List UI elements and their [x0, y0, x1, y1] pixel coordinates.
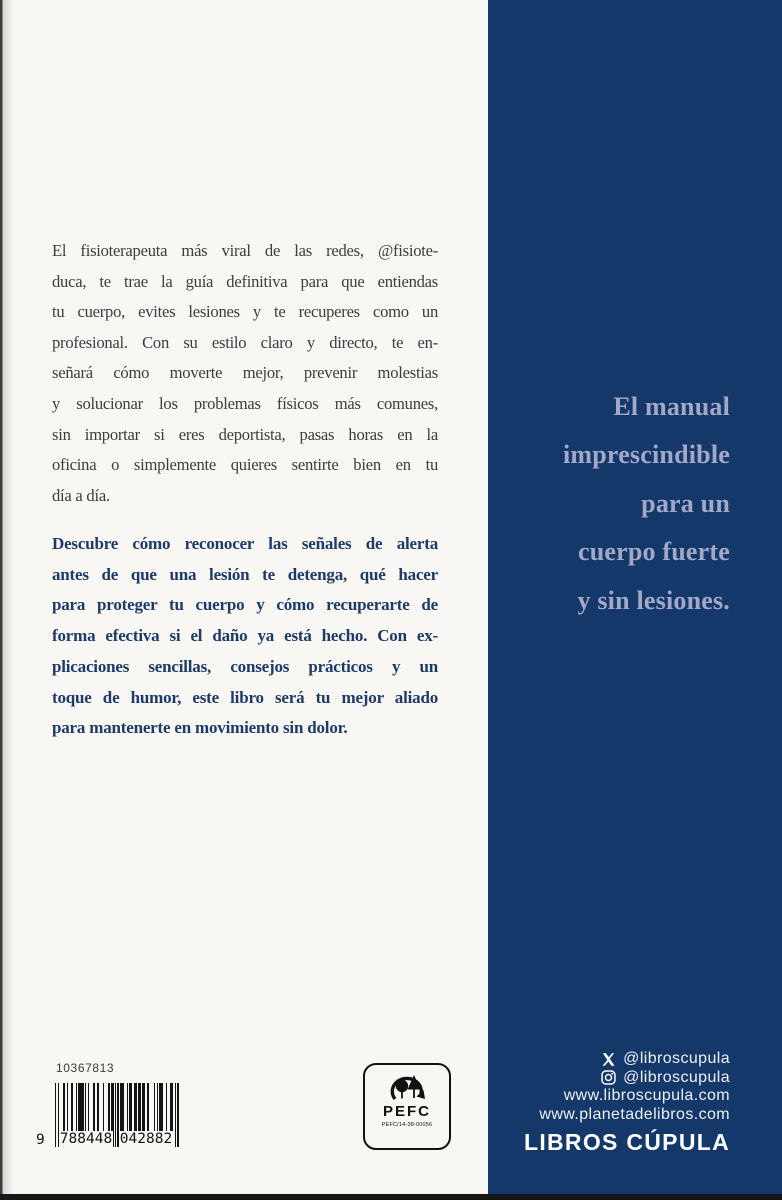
catalog-number: 10367813	[56, 1061, 115, 1075]
cover-tagline	[563, 383, 730, 625]
pefc-certification-logo	[363, 1063, 451, 1150]
instagram-icon	[600, 1070, 616, 1086]
intro-paragraph-line: profesional. Con su estilo claro y directo, te en-	[52, 332, 438, 352]
highlight-paragraph	[52, 529, 438, 744]
tagline-line: cuerpo fuerte	[577, 537, 730, 567]
instagram-handle: @libroscupula	[623, 1068, 730, 1086]
intro-paragraph-line: duca, te trae la guía definitiva para que entiendas	[52, 271, 438, 291]
highlight-paragraph-line: plicaciones sencillas, consejos prácticos y un	[52, 656, 438, 676]
intro-paragraph-line: sin importar si eres deportista, pasas horas en la	[52, 424, 438, 444]
highlight-paragraph-line: antes de que una lesión te detenga, qué hacer	[52, 564, 438, 584]
tagline-line: imprescindible	[562, 440, 730, 470]
tagline-line: y sin lesiones.	[577, 585, 730, 615]
tagline-line: para un	[641, 488, 730, 518]
x-twitter-icon	[600, 1051, 616, 1067]
highlight-paragraph-line: para proteger tu cuerpo y cómo recuperarte de	[52, 595, 438, 615]
planeta-url: www.planetadelibros.com	[539, 1105, 730, 1123]
highlight-paragraph-line: Descubre cómo reconocer las señales de alerta	[52, 534, 438, 553]
ean-lead-digit: 9	[36, 1132, 45, 1148]
publisher-social-block	[524, 1050, 730, 1155]
highlight-paragraph-line: toque de humor, este libro será tu mejor aliado	[52, 687, 438, 707]
publisher-logo: LIBROS CÚPULA	[523, 1129, 730, 1156]
pefc-code: PEFC/14-38-00056	[381, 1121, 433, 1128]
tagline-line: El manual	[613, 392, 730, 421]
pefc-title: PEFC	[382, 1103, 431, 1120]
intro-paragraph	[52, 236, 438, 511]
ean-digit-group-1: 788448	[59, 1131, 113, 1147]
intro-paragraph-line: El fisioterapeuta más viral de las redes, @fisiote-	[52, 241, 438, 260]
highlight-paragraph-line: para mantenerte en movimiento sin dolor.	[52, 718, 348, 738]
cupula-url: www.libroscupula.com	[563, 1087, 730, 1105]
scan-edge-bottom	[0, 1194, 782, 1200]
x-handle: @libroscupula	[623, 1050, 730, 1067]
pefc-emblem-icon	[385, 1072, 429, 1104]
intro-paragraph-line: oficina o simplemente quieres sentirte bien en tu	[52, 455, 438, 475]
intro-paragraph-line: tu cuerpo, evites lesiones y te recuperes como un	[52, 302, 438, 322]
scan-edge-left	[0, 0, 14, 1200]
x-social-row	[524, 1050, 730, 1069]
intro-paragraph-line: señará cómo moverte mejor, prevenir molestias	[52, 363, 438, 383]
intro-paragraph-line: día a día.	[52, 485, 110, 505]
instagram-social-row	[524, 1069, 730, 1088]
intro-paragraph-line: y solucionar los problemas físicos más comunes,	[52, 393, 438, 413]
ean-digit-group-2: 042882	[119, 1131, 173, 1147]
highlight-paragraph-line: forma efectiva si el daño ya está hecho. Con ex-	[52, 626, 438, 646]
cover-flap-panel	[488, 0, 782, 1200]
